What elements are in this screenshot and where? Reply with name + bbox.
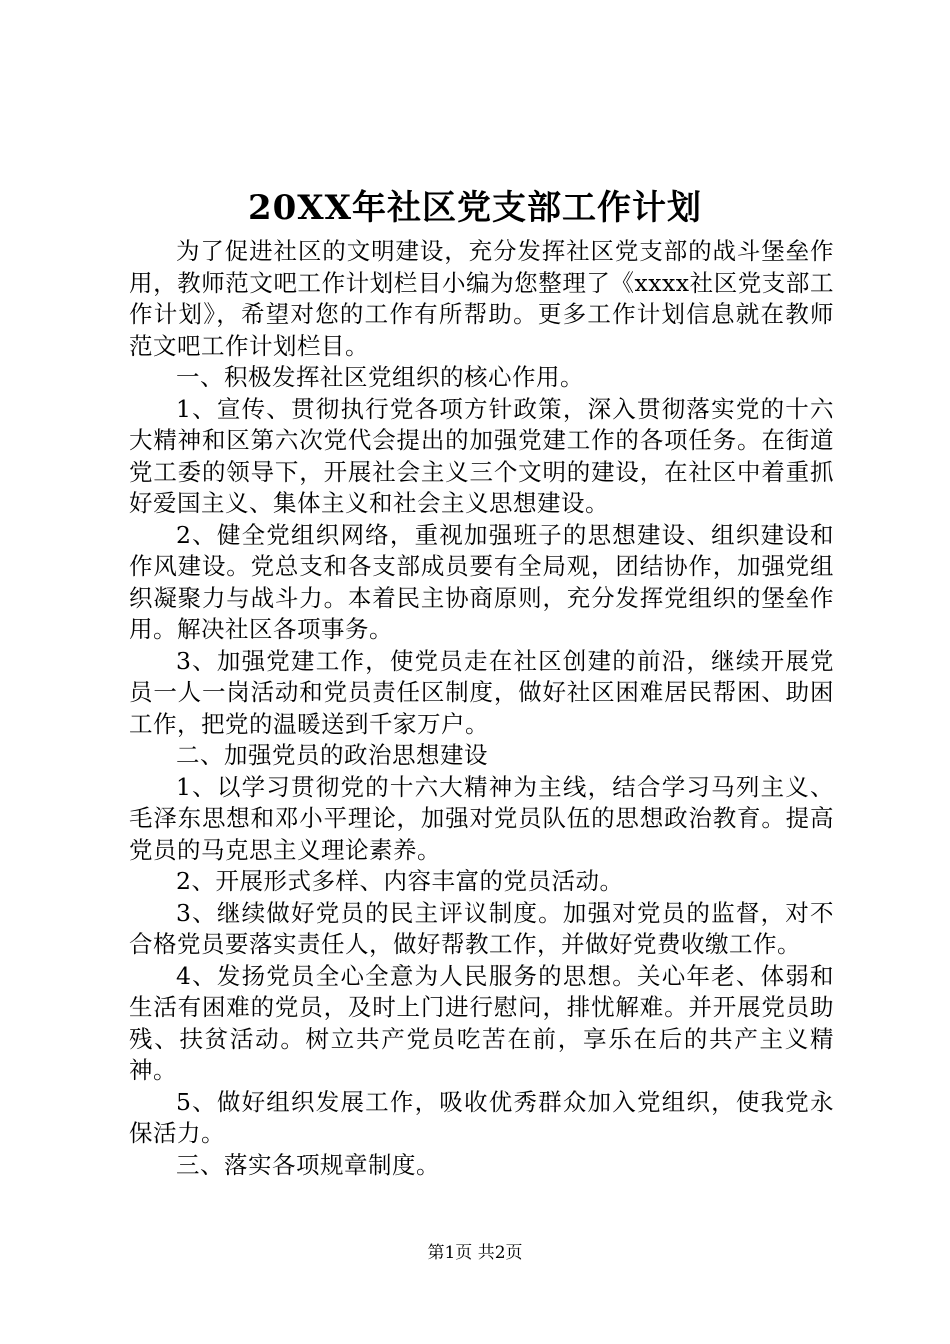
page-number: 第1页 共2页 [427,1243,523,1263]
paragraph-2-2: 2、开展形式多样、内容丰富的党员活动。 [176,867,624,895]
paragraph-1-3: 3、加强党建工作，使党员走在社区创建的前沿，继续开展党员一人一岗活动和党员责任区制度，做好社区困难居民帮困、助困工作，把党的温暖送到千家万户。 [129,646,834,738]
paragraph-intro: 为了促进社区的文明建设，充分发挥社区党支部的战斗堡垒作用，教师范文吧工作计划栏目小编为您整理了《xxxx社区党支部工作计划》，希望对您的工作有所帮助。更多工作计划信息就在教师范文吧工作计划栏目。 [129,237,834,360]
section-heading-1: 一、积极发挥社区党组织的核心作用。 [176,363,584,391]
paragraph-2-5: 5、做好组织发展工作，吸收优秀群众加入党组织，使我党永保活力。 [129,1087,834,1147]
paragraph-2-4: 4、发扬党员全心全意为人民服务的思想。关心年老、体弱和生活有困难的党员，及时上门进行慰问，排忧解难。并开展党员助残、扶贫活动。树立共产党员吃苦在前，享乐在后的共产主义精神。 [129,961,834,1084]
section-heading-3: 三、落实各项规章制度。 [176,1150,440,1179]
paragraph-2-1: 1、以学习贯彻党的十六大精神为主线，结合学习马列主义、毛泽东思想和邓小平理论，加强对党员队伍的思想政治教育。提高党员的马克思主义理论素养。 [129,772,834,864]
page-title: 20XX年社区党支部工作计划 [247,188,703,228]
document-body [129,236,834,1181]
section-heading-2: 二、加强党员的政治思想建设 [176,741,488,769]
paragraph-1-1: 1、宣传、贯彻执行党各项方针政策，深入贯彻落实党的十六大精神和区第六次党代会提出的加强党建工作的各项任务。在街道党工委的领导下，开展社会主义三个文明的建设，在社区中着重抓好爱国主义、集体主义和社会主义思想建设。 [129,394,834,517]
paragraph-1-2: 2、健全党组织网络，重视加强班子的思想建设、组织建设和作风建设。党总支和各支部成员要有全局观，团结协作，加强党组织凝聚力与战斗力。本着民主协商原则，充分发挥党组织的堡垒作用。解决社区各项事务。 [129,520,834,643]
paragraph-2-3: 3、继续做好党员的民主评议制度。加强对党员的监督，对不合格党员要落实责任人，做好帮教工作，并做好党费收缴工作。 [129,898,834,958]
